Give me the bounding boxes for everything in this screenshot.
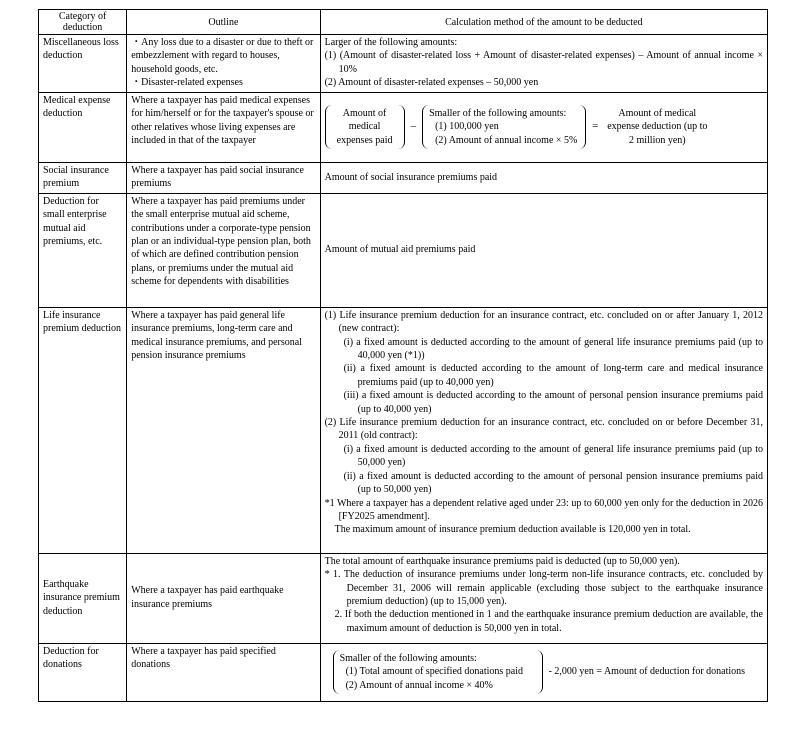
life-old-head: (2) Life insurance premium deduction for an insurance contract, etc. concluded on or before December 31, 2011 (old contract): xyxy=(324,417,763,442)
life-new-ii: (ii) a fixed amount is deducted according to the amount of long-term care and medical insurance premiums paid (up to 40,000 yen) xyxy=(343,363,763,388)
social-outline: Where a taxpayer has paid social insurance premiums xyxy=(127,163,320,194)
row-quake xyxy=(39,553,768,643)
header-row xyxy=(39,10,768,35)
misc-calc xyxy=(320,35,767,93)
quake-calc xyxy=(320,553,767,643)
life-new-iii: (iii) a fixed amount is deducted according to the amount of personal pension insurance premiums paid (up to 40,000 yen) xyxy=(343,390,763,415)
medical-calc xyxy=(320,93,767,163)
deduction-table xyxy=(38,9,768,702)
medical-minus: – xyxy=(410,120,417,133)
row-medical xyxy=(39,93,768,163)
life-old-i: (i) a fixed amount is deducted according to the amount of general life insurance premiums paid (up to 50,000 yen) xyxy=(343,443,763,469)
header-calc: Calculation method of the amount to be deducted xyxy=(320,10,767,35)
small-category: Deduction for small enterprise mutual aid premiums, etc. xyxy=(39,193,127,307)
misc-calc-1: (1) (Amount of disaster-related loss + Amount of disaster-related expenses) – Amount of annual income × 10% xyxy=(324,50,763,75)
donations-formula xyxy=(325,650,763,694)
social-category: Social insurance premium xyxy=(39,163,127,194)
life-outline: Where a taxpayer has paid general life insurance premiums, long-term care and medical insurance premiums, and personal pension insurance premiums xyxy=(127,307,320,553)
quake-calc-head: The total amount of earthquake insurance premiums paid is deducted (up to 50,000 yen). xyxy=(324,555,680,567)
header-category: Category of deduction xyxy=(39,10,127,35)
row-donations xyxy=(39,643,768,701)
quake-note1: * 1. The deduction of insurance premiums under long-term non-life insurance contracts, etc. concluded by December 31, 2006 will remain applicable (excluding those subject to the earthquake insurance premium deduction) (up to 15,000 yen). xyxy=(324,569,763,608)
life-max: The maximum amount of insurance premium deduction available is 120,000 yen in total. xyxy=(334,524,691,536)
donations-tail: - 2,000 yen = Amount of deduction for donations xyxy=(548,666,746,678)
quake-category: Earthquake insurance premium deduction xyxy=(39,553,127,643)
donations-calc xyxy=(320,643,767,701)
misc-outline-2: ・Disaster-related expenses xyxy=(131,77,243,89)
medical-paid: Amount of medical expenses paid xyxy=(325,105,405,149)
donations-opt1: (1) Total amount of specified donations paid xyxy=(345,666,524,678)
row-misc xyxy=(39,35,768,93)
donations-opt2: (2) Amount of annual income × 40% xyxy=(345,679,493,691)
medical-smaller-box xyxy=(422,105,586,149)
donations-outline: Where a taxpayer has paid specified donations xyxy=(127,643,320,701)
donations-smaller-box xyxy=(333,650,543,694)
small-outline: Where a taxpayer has paid premiums under the small enterprise mutual aid scheme, contributions under a corporate-type pension plan or an individual-type pension plan, both of which are defined contribution pension plans, or premiums under the mutual aid scheme for dependents with disabilities xyxy=(127,193,320,307)
life-new-i: (i) a fixed amount is deducted according to the amount of general life insurance premiums paid (up to 40,000 yen (*1)) xyxy=(343,336,763,362)
medical-formula xyxy=(325,105,763,149)
small-calc: Amount of mutual aid premiums paid xyxy=(320,193,767,307)
row-social xyxy=(39,163,768,194)
medical-smaller: Smaller of the following amounts: xyxy=(429,107,567,119)
social-calc: Amount of social insurance premiums paid xyxy=(320,163,767,194)
header-outline: Outline xyxy=(127,10,320,35)
row-life xyxy=(39,307,768,553)
misc-calc-2: (2) Amount of disaster-related expenses – 50,000 yen xyxy=(324,77,539,89)
misc-calc-head: Larger of the following amounts: xyxy=(324,37,458,48)
donations-smaller: Smaller of the following amounts: xyxy=(339,652,477,664)
life-category: Life insurance premium deduction xyxy=(39,307,127,553)
quake-outline: Where a taxpayer has paid earthquake insurance premiums xyxy=(127,553,320,643)
medical-outline: Where a taxpayer has paid medical expenses for him/herself or for the taxpayer's spouse or other relatives whose living expenses are included in that of the taxpayer xyxy=(127,93,320,163)
life-calc xyxy=(320,307,767,553)
row-small xyxy=(39,193,768,307)
medical-equals: = xyxy=(592,120,599,133)
misc-category: Miscellaneous loss deduction xyxy=(39,35,127,93)
life-new-head: (1) Life insurance premium deduction for an insurance contract, etc. concluded on or after January 1, 2012 (new contract): xyxy=(324,309,763,335)
misc-outline xyxy=(127,35,320,93)
medical-category: Medical expense deduction xyxy=(39,93,127,163)
donations-category: Deduction for donations xyxy=(39,643,127,701)
misc-outline-1: ・Any loss due to a disaster or due to theft or embezzlement with regard to houses, household goods, etc. xyxy=(131,37,314,75)
life-note1: *1 Where a taxpayer has a dependent relative aged under 23: up to 60,000 yen only for the deduction in 2026 [FY2025 amendment]. xyxy=(324,497,763,522)
life-old-ii: (ii) a fixed amount is deducted according to the amount of personal pension insurance premiums paid (up to 50,000 yen) xyxy=(343,470,763,496)
quake-note2: 2. If both the deduction mentioned in 1 and the earthquake insurance premium deduction are available, the maximum amount of deduction is 50,000 yen in total. xyxy=(334,609,763,634)
medical-opt1: (1) 100,000 yen xyxy=(435,121,499,133)
medical-result: Amount of medical expense deduction (up to 2 million yen) xyxy=(607,107,708,146)
medical-opt2: (2) Amount of annual income × 5% xyxy=(435,134,578,146)
